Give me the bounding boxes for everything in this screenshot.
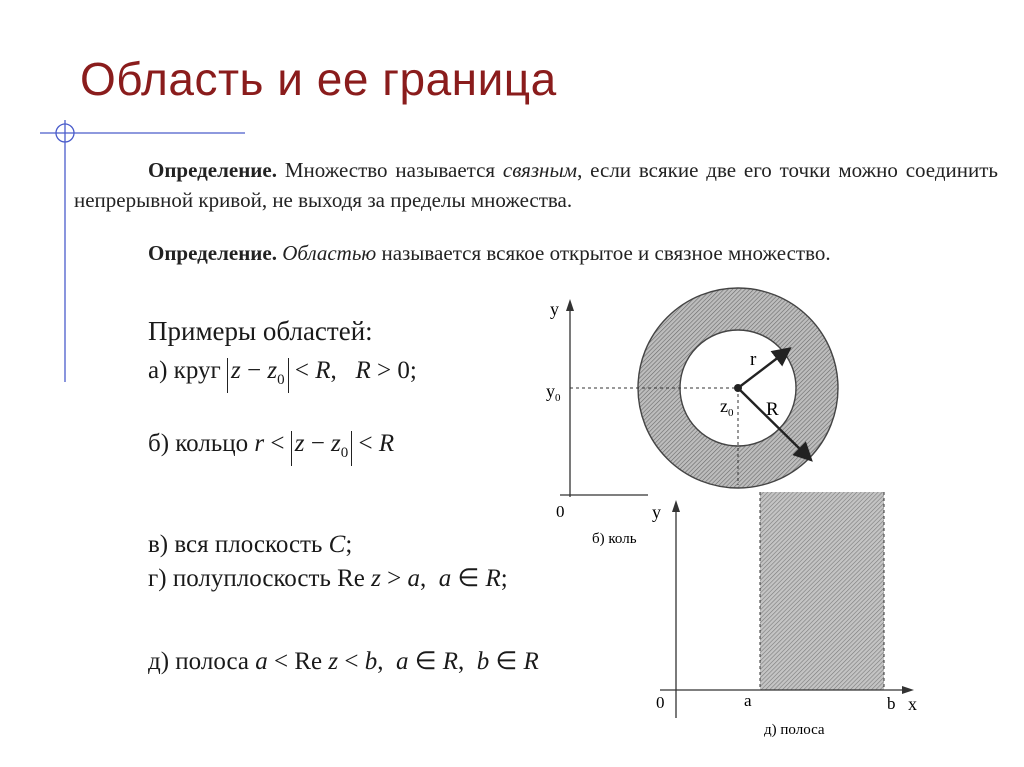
comma: ,	[377, 648, 384, 675]
example-label: а) круг	[148, 357, 221, 384]
modulus	[291, 431, 353, 466]
subscript: 0	[340, 445, 349, 461]
caption: д) полоса	[764, 722, 825, 738]
lt-sign: <	[294, 357, 309, 384]
x-axis-label: x	[908, 694, 917, 714]
semicolon: ;	[500, 565, 508, 592]
y0-subscript: 0	[555, 392, 561, 404]
y0-label	[546, 381, 561, 404]
definition-connected	[74, 155, 998, 215]
example-label: в) вся плоскость	[148, 531, 323, 558]
y-axis-label: y	[652, 502, 661, 522]
comma: ,	[458, 648, 465, 675]
lt-sign: <	[270, 430, 285, 457]
var-R: R	[315, 357, 331, 384]
y-axis-arrow	[566, 299, 574, 311]
var-z0: z	[267, 357, 278, 384]
in-sign: ∈	[495, 648, 518, 675]
example-strip	[148, 646, 539, 676]
gt-zero: > 0	[377, 357, 410, 384]
b-label: b	[887, 694, 896, 713]
var-b: b	[364, 648, 378, 675]
semicolon: ;	[409, 357, 417, 384]
definition-term: Определение.	[148, 241, 277, 265]
var-C: C	[328, 531, 346, 558]
strip-region	[760, 492, 884, 690]
a-label: a	[744, 691, 752, 710]
examples-heading: Примеры областей:	[148, 316, 373, 346]
y0-text: y	[546, 381, 555, 401]
y-axis-label: y	[550, 299, 559, 319]
definition-domain	[74, 238, 998, 268]
in-sign: ∈	[457, 565, 480, 592]
example-label: г) полуплоскость	[148, 565, 331, 592]
example-label: д) полоса	[148, 648, 249, 675]
var-b: b	[476, 648, 490, 675]
strip-figure	[640, 488, 940, 743]
definition-emphasis: связным	[502, 158, 578, 182]
z0-text: z	[720, 396, 728, 416]
var-z: z	[328, 648, 339, 675]
definition-text: Множество называется	[284, 158, 496, 182]
var-z0: z	[331, 430, 341, 457]
var-r: r	[254, 430, 265, 457]
var-z: z	[231, 357, 241, 384]
definition-text: называется всякое открытое и связное множество.	[381, 241, 831, 265]
var-R: R	[442, 648, 458, 675]
origin-label: 0	[656, 693, 665, 712]
subscript: 0	[277, 372, 285, 388]
minus-sign: −	[310, 430, 325, 457]
example-plane	[148, 531, 352, 559]
lt-sign: <	[273, 648, 289, 675]
comma: ,	[330, 357, 337, 384]
minus-sign: −	[246, 357, 262, 384]
definition-text: , если всякие две его точки можно соединить непрерывной кривой, не выходя за пределы множества.	[74, 158, 998, 212]
origin-label: 0	[556, 502, 565, 521]
slide-title: Область и ее граница	[80, 53, 557, 105]
var-z: z	[371, 565, 381, 592]
var-R: R	[485, 565, 501, 592]
x-axis-arrow	[902, 686, 914, 694]
comma: ,	[419, 565, 427, 592]
lt-sign: <	[344, 648, 359, 675]
example-half-plane	[148, 563, 508, 593]
example-label: б) кольцо	[148, 430, 249, 457]
caption: б) коль	[592, 531, 637, 547]
var-z: z	[294, 430, 305, 457]
var-a: a	[255, 648, 268, 675]
var-R: R	[523, 648, 539, 675]
R-label: R	[766, 399, 779, 420]
var-a: a	[395, 648, 409, 675]
example-annulus	[148, 430, 394, 466]
modulus	[227, 358, 289, 393]
definition-term: Определение.	[148, 158, 277, 182]
gt-sign: >	[387, 565, 402, 592]
definition-emphasis: Областью	[282, 241, 377, 265]
var-R: R	[378, 430, 395, 457]
z0-subscript: 0	[728, 407, 734, 419]
y-axis-arrow	[672, 500, 680, 512]
re-operator: Re	[337, 565, 365, 592]
lt-sign: <	[358, 430, 373, 457]
var-a: a	[407, 565, 420, 592]
r-label: r	[750, 349, 757, 370]
re-operator: Re	[294, 648, 323, 675]
semicolon: ;	[345, 531, 353, 558]
example-disk	[148, 357, 417, 393]
in-sign: ∈	[414, 648, 437, 675]
var-a: a	[438, 565, 452, 592]
var-R: R	[355, 357, 371, 384]
